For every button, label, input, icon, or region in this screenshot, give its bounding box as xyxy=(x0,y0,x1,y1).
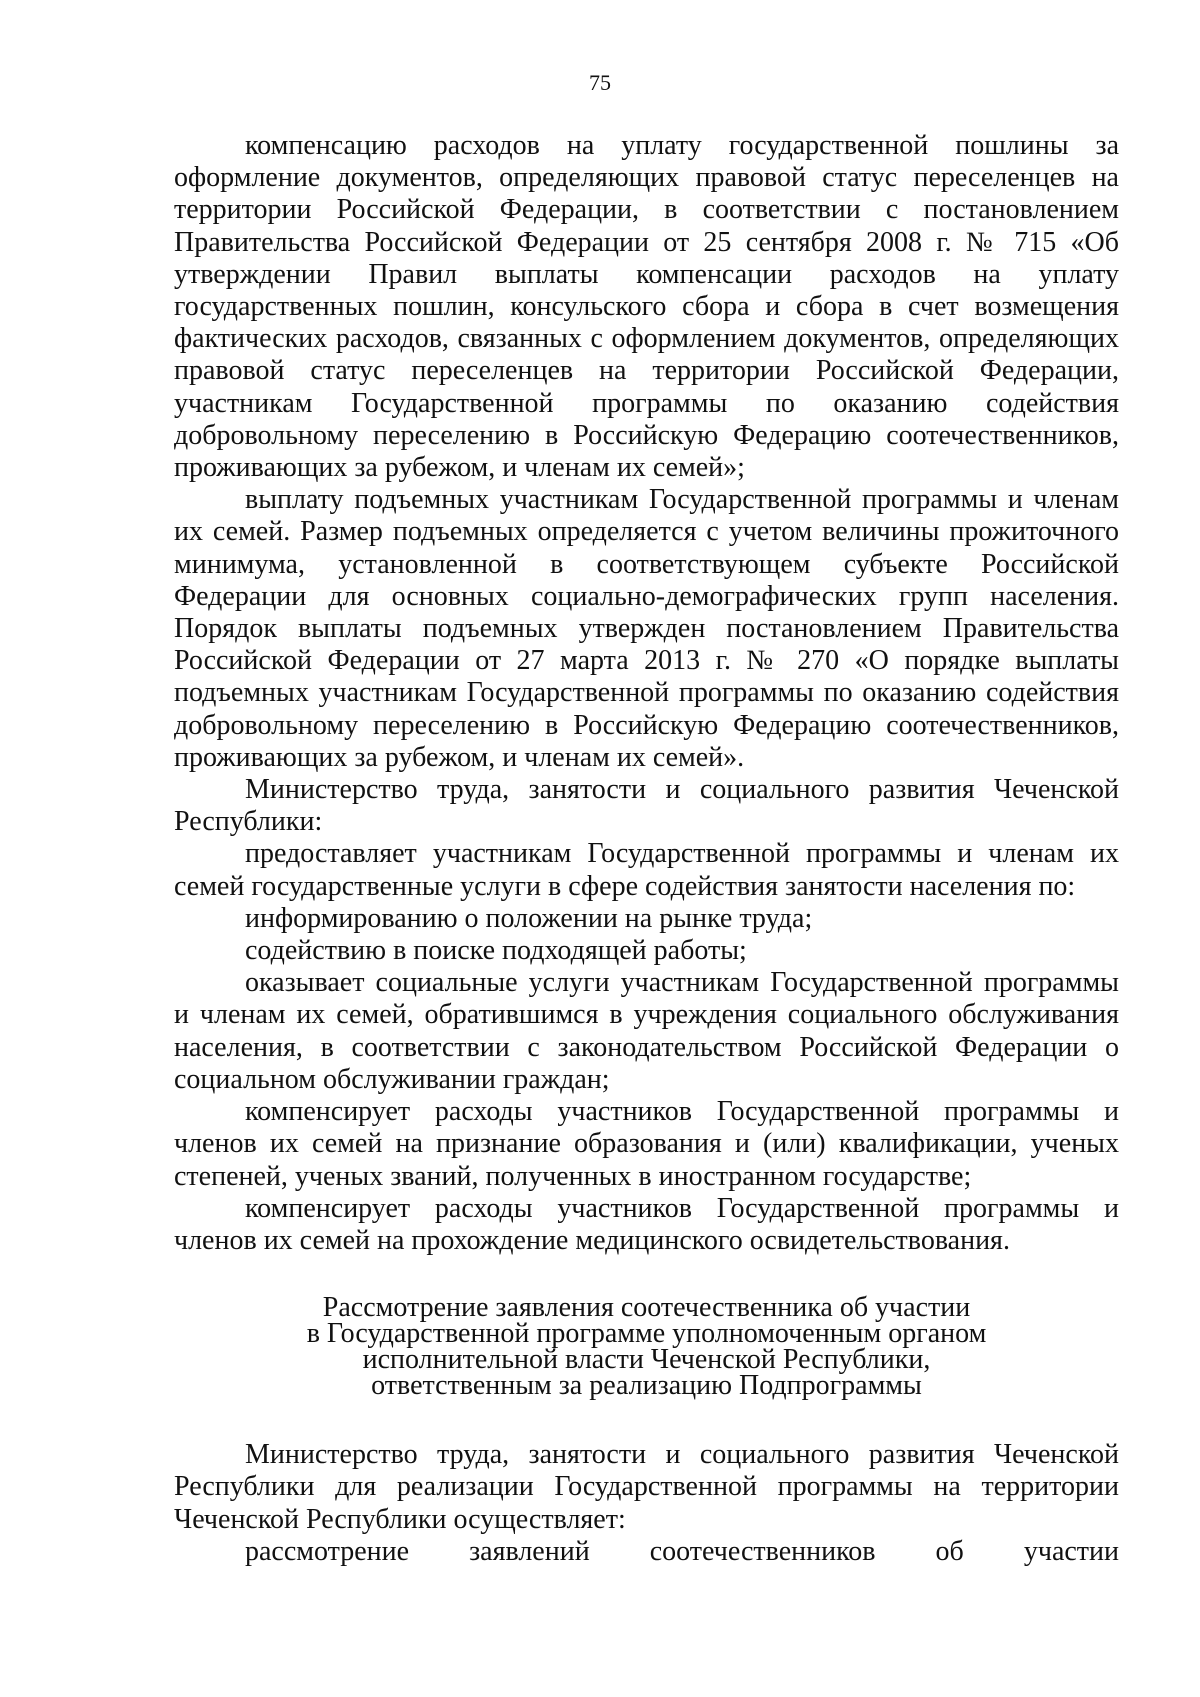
document-body xyxy=(174,130,1119,1568)
paragraph-education-recognition: компенсирует расходы участников Государственной программы и членов их семей на признание образования и (или) квалификации, ученых степеней, ученых званий, полученных в иностранном государстве; xyxy=(174,1096,1119,1192)
section-heading-line: исполнительной власти Чеченской Республики, xyxy=(362,1344,931,1376)
paragraph-social-services: оказывает социальные услуги участникам Государственной программы и членам их семей, обратившимся в учреждения социального обслуживания населения, в соответствии с законодательством Российской Федерации о социальном обслуживании граждан; xyxy=(174,967,1119,1095)
section-heading-line: ответственным за реализацию Подпрограммы xyxy=(371,1370,922,1402)
paragraph-ministry-implementation: Министерство труда, занятости и социального развития Чеченской Республики для реализации Государственной программы на территории Чеченской Республики осуществляет: xyxy=(174,1439,1119,1535)
section-heading-line: в Государственной программе уполномоченным органом xyxy=(306,1318,987,1350)
paragraph-ministry-intro: Министерство труда, занятости и социального развития Чеченской Республики: xyxy=(174,774,1119,838)
paragraph-labor-market-info: информированию о положении на рынке труда; xyxy=(245,902,813,934)
paragraph-compensation-duty: компенсацию расходов на уплату государственной пошлины за оформление документов, определяющих правовой статус переселенцев на территории Российской Федерации, в соответствии с постановлением Правительства Российской Федерации от 25 сентября 2008 г. № 715 «Об утверждении Правил выплаты компенсации расходов на уплату государственных пошлин, консульского сбора и сбора в счет возмещения фактических расходов, связанных с оформлением документов, определяющих правовой статус переселенцев на территории Российской Федерации, участникам Государственной программы по оказанию содействия добровольному переселению в Российскую Федерацию соотечественников, проживающих за рубежом, и членам их семей»; xyxy=(174,130,1119,484)
paragraph-lifting-allowance: выплату подъемных участникам Государственной программы и членам их семей. Размер подъемных определяется с учетом величины прожиточного минимума, установленной в соответствующем субъекте Российской Федерации для основных социально-демографических групп населения. Порядок выплаты подъемных утвержден постановлением Правительства Российской Федерации от 27 марта 2013 г. № 270 «О порядке выплаты подъемных участникам Государственной программы по оказанию содействия добровольному переселению в Российскую Федерацию соотечественников, проживающих за рубежом, и членам их семей». xyxy=(174,484,1119,773)
page-number: 75 xyxy=(589,70,611,95)
section-heading xyxy=(174,1292,1119,1402)
paragraph-medical-exam: компенсирует расходы участников Государственной программы и членов их семей на прохождение медицинского освидетельствования. xyxy=(174,1192,1119,1256)
paragraph-job-search: содействию в поиске подходящей работы; xyxy=(245,935,747,967)
section-spacer xyxy=(174,1399,1119,1439)
section-heading-line: Рассмотрение заявления соотечественника об участии xyxy=(322,1292,971,1324)
paragraph-review-applications: рассмотрение заявлений соотечественников об участии xyxy=(245,1535,1119,1567)
paragraph-employment-services: предоставляет участникам Государственной программы и членам их семей государственные услуги в сфере содействия занятости населения по: xyxy=(174,838,1119,902)
